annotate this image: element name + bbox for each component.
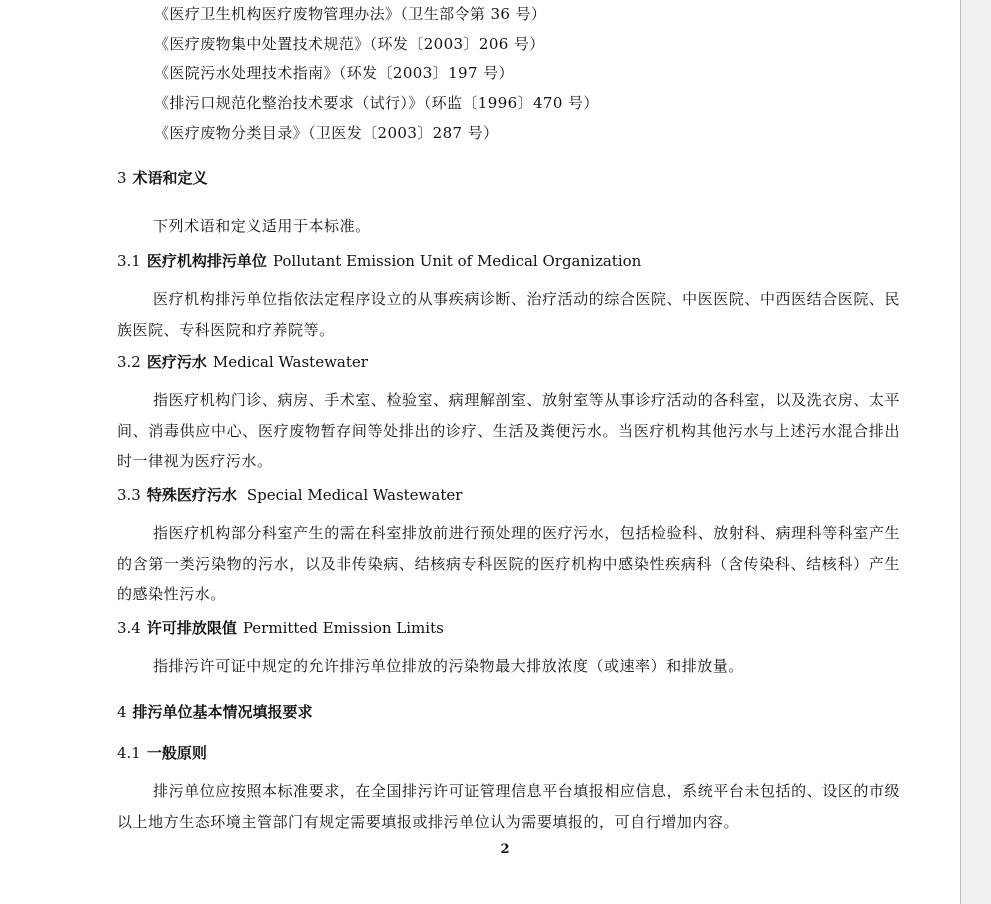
section-title-en: Permitted Emission Limits bbox=[242, 619, 444, 637]
section-title-zh: 许可排放限值 bbox=[146, 619, 237, 637]
section-title-en: Medical Wastewater bbox=[212, 353, 368, 371]
section-3-4-body: 指排污许可证中规定的允许排污单位排放的污染物最大排放浓度（或速率）和排放量。 bbox=[153, 657, 744, 675]
section-3-2-heading bbox=[117, 353, 368, 371]
section-title-en: Pollutant Emission Unit of Medical Organization bbox=[272, 252, 642, 270]
reference-item: 《医疗废物分类目录》（卫医发〔2003〕287 号） bbox=[154, 124, 499, 142]
section-number: 3.2 bbox=[117, 353, 141, 371]
section-title-en: Special Medical Wastewater bbox=[246, 486, 463, 504]
section-3-heading bbox=[117, 169, 208, 187]
section-title-zh: 一般原则 bbox=[146, 744, 207, 762]
reference-item: 《医疗废物集中处置技术规范》（环发〔2003〕206 号） bbox=[154, 35, 545, 53]
section-3-1-heading bbox=[117, 252, 641, 270]
section-title-zh: 医疗污水 bbox=[146, 353, 207, 371]
section-number: 3.4 bbox=[117, 619, 141, 637]
section-3-1-body: 医疗机构排污单位指依法定程序设立的从事疾病诊断、治疗活动的综合医院、中医医院、中西医结合医院、民族医院、专科医院和疗养院等。 bbox=[117, 290, 900, 339]
section-4-1-heading bbox=[117, 744, 207, 762]
section-3-2-body: 指医疗机构门诊、病房、手术室、检验室、病理解剖室、放射室等从事诊疗活动的各科室，以及洗衣房、太平间、消毒供应中心、医疗废物暂存间等处排出的诊疗、生活及粪便污水。当医疗机构其他污水与上述污水混合排出时一律视为医疗污水。 bbox=[117, 391, 900, 470]
reference-item: 《医院污水处理技术指南》（环发〔2003〕197 号） bbox=[154, 64, 514, 82]
section-number: 4 bbox=[117, 703, 127, 721]
section-title: 术语和定义 bbox=[132, 169, 208, 187]
section-4-1-body: 排污单位应按照本标准要求，在全国排污许可证管理信息平台填报相应信息，系统平台未包括的、设区的市级以上地方生态环境主管部门有规定需要填报或排污单位认为需要填报的，可自行增加内容。 bbox=[117, 782, 900, 831]
reference-item: 《医疗卫生机构医疗废物管理办法》（卫生部令第 36 号） bbox=[154, 5, 547, 23]
section-4-heading bbox=[117, 703, 313, 721]
reference-item: 《排污口规范化整治技术要求（试行）》（环监〔1996〕470 号） bbox=[154, 94, 599, 112]
section-3-3-heading bbox=[117, 486, 462, 504]
section-title-zh: 医疗机构排污单位 bbox=[146, 252, 267, 270]
section-number: 3 bbox=[117, 169, 127, 187]
section-number: 3.3 bbox=[117, 486, 141, 504]
section-3-intro: 下列术语和定义适用于本标准。 bbox=[153, 217, 371, 235]
section-number: 3.1 bbox=[117, 252, 141, 270]
section-3-4-heading bbox=[117, 619, 444, 637]
section-number: 4.1 bbox=[117, 744, 141, 762]
section-title-zh: 特殊医疗污水 bbox=[146, 486, 237, 504]
section-3-3-body: 指医疗机构部分科室产生的需在科室排放前进行预处理的医疗污水，包括检验科、放射科、病理科等科室产生的含第一类污染物的污水，以及非传染病、结核病专科医院的医疗机构中感染性疾病科（含传染科、结核科）产生的感染性污水。 bbox=[117, 524, 900, 603]
section-title: 排污单位基本情况填报要求 bbox=[132, 703, 313, 721]
page-number: 2 bbox=[500, 842, 510, 857]
